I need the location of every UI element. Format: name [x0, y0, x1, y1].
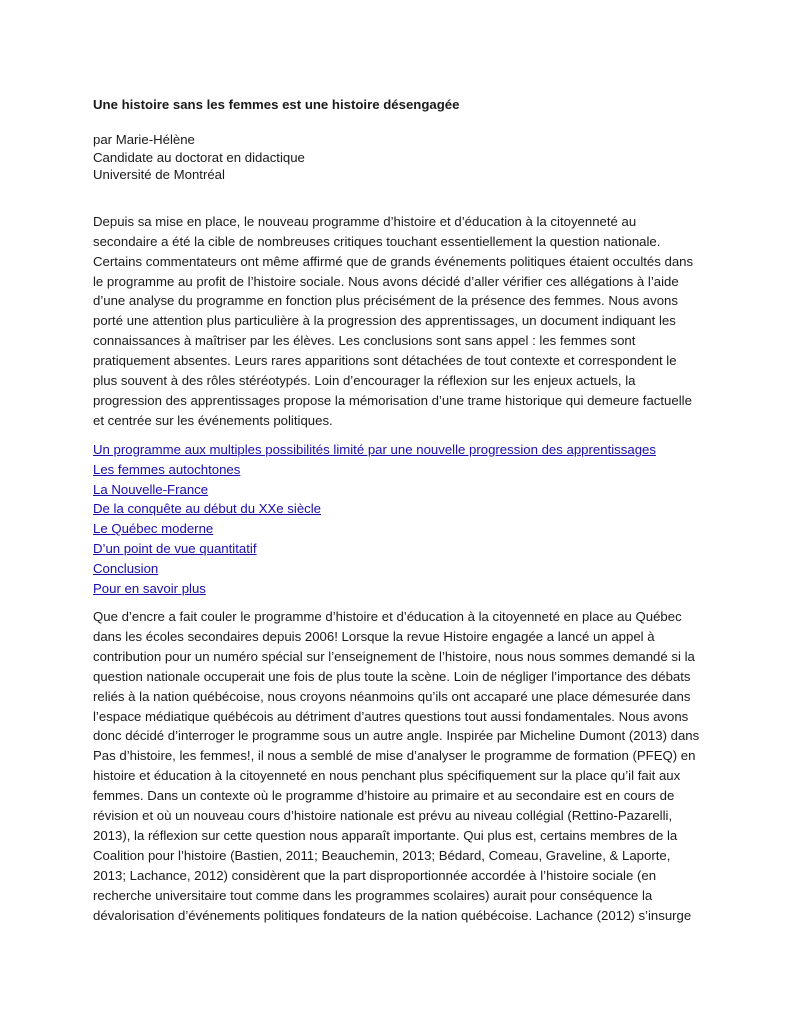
toc-link-nouvelle-france[interactable]: La Nouvelle-France [93, 481, 209, 497]
toc-link-conclusion[interactable]: Conclusion [93, 561, 159, 577]
toc-link-femmes-autochtones[interactable]: Les femmes autochtones [93, 461, 241, 477]
toc-item [93, 460, 703, 480]
toc-link-en-savoir-plus[interactable]: Pour en savoir plus [93, 581, 206, 597]
author-block [93, 131, 703, 184]
author-name: par Marie-Hélène [93, 132, 195, 147]
intro-paragraph: Depuis sa mise en place, le nouveau programme d’histoire et d’éducation à la citoyenneté au secondaire a été la cible de nombreuses critiques touchant essentiellement la question nationale. Certains commentateurs ont même affirmé que de grands événements politiques étaient occultés dans le programme au profit de l’histoire sociale. Nous avons décidé d’aller vérifier ces allégations à l’aide d’une analyse du programme en fonction plus précisément de la présence des femmes. Nous avons porté une attention plus particulière à la progression des apprentissages, un document indiquant les connaissances à maîtriser par les élèves. Les conclusions sont sans appel : les femmes sont pratiquement absentes. Leurs rares apparitions sont détachées de tout contexte et correspondent le plus souvent à des rôles stéréotypés. Loin d’encourager la réflexion sur les enjeux actuels, la progression des apprentissages propose la mémorisation d’une trame historique qui demeure factuelle et centrée sur les événements politiques. [93, 213, 694, 428]
toc-link-quantitatif[interactable]: D’un point de vue quantitatif [93, 541, 257, 557]
toc-item [93, 480, 703, 500]
toc-item [93, 519, 703, 539]
author-position: Candidate au doctorat en didactique [93, 149, 305, 165]
toc-item [93, 539, 703, 559]
toc-link-quebec-moderne[interactable]: Le Québec moderne [93, 521, 214, 537]
toc-link-programme[interactable]: Un programme aux multiples possibilités limité par une nouvelle progression des apprentissages [93, 441, 656, 457]
body-paragraph: Que d’encre a fait couler le programme d’histoire et d’éducation à la citoyenneté en place au Québec dans les écoles secondaires depuis 2006! Lorsque la revue Histoire engagée a lancé un appel à contribution pour un numéro spécial sur l’enseignement de l’histoire, nous nous sommes demandé si la question nationale occuperait une fois de plus toute la scène. Loin de négliger l’importance des débats reliés à la nation québécoise, nous croyons néanmoins qu’ils ont accaparé une place démesurée dans l’espace médiatique québécois au détriment d’autres questions tout aussi fondamentales. Nous avons donc décidé d’interroger le programme sous un autre angle. Inspirée par Micheline Dumont (2013) dans Pas d’histoire, les femmes!, il nous a semblé de mise d’analyser le programme de formation (PFEQ) en histoire et éducation à la citoyenneté en nous penchant plus spécifiquement sur la place qu’il fait aux femmes. Dans un contexte où le programme d’histoire au primaire et au secondaire est en cours de révision et où un nouveau cours d’histoire nationale est prévu au niveau collégial (Rettino-Pazarelli, 2013), la réflexion sur cette question nous apparaît importante. Qui plus est, certains membres de la Coalition pour l’histoire (Bastien, 2011; Beauchemin, 2013; Bédard, Comeau, Graveline, & Laporte, 2013; Lachance, 2012) considèrent que la part disproportionnée accordée à l’histoire sociale (en recherche universitaire tout comme dans les programmes scolaires) aurait pour conséquence la dévalorisation d’événements politiques fondateurs de la nation québécoise. Lachance (2012) s’insurge [93, 609, 700, 923]
toc-link-conquete[interactable]: De la conquête au début du XXe siècle [93, 501, 322, 517]
toc-item [93, 499, 703, 519]
author-institution: Université de Montréal [93, 167, 225, 183]
article-title: Une histoire sans les femmes est une histoire désengagée [93, 97, 460, 112]
toc-item [93, 440, 703, 460]
toc-item [93, 559, 703, 579]
toc-item [93, 579, 703, 599]
article-content [93, 95, 703, 935]
table-of-contents [93, 440, 703, 599]
